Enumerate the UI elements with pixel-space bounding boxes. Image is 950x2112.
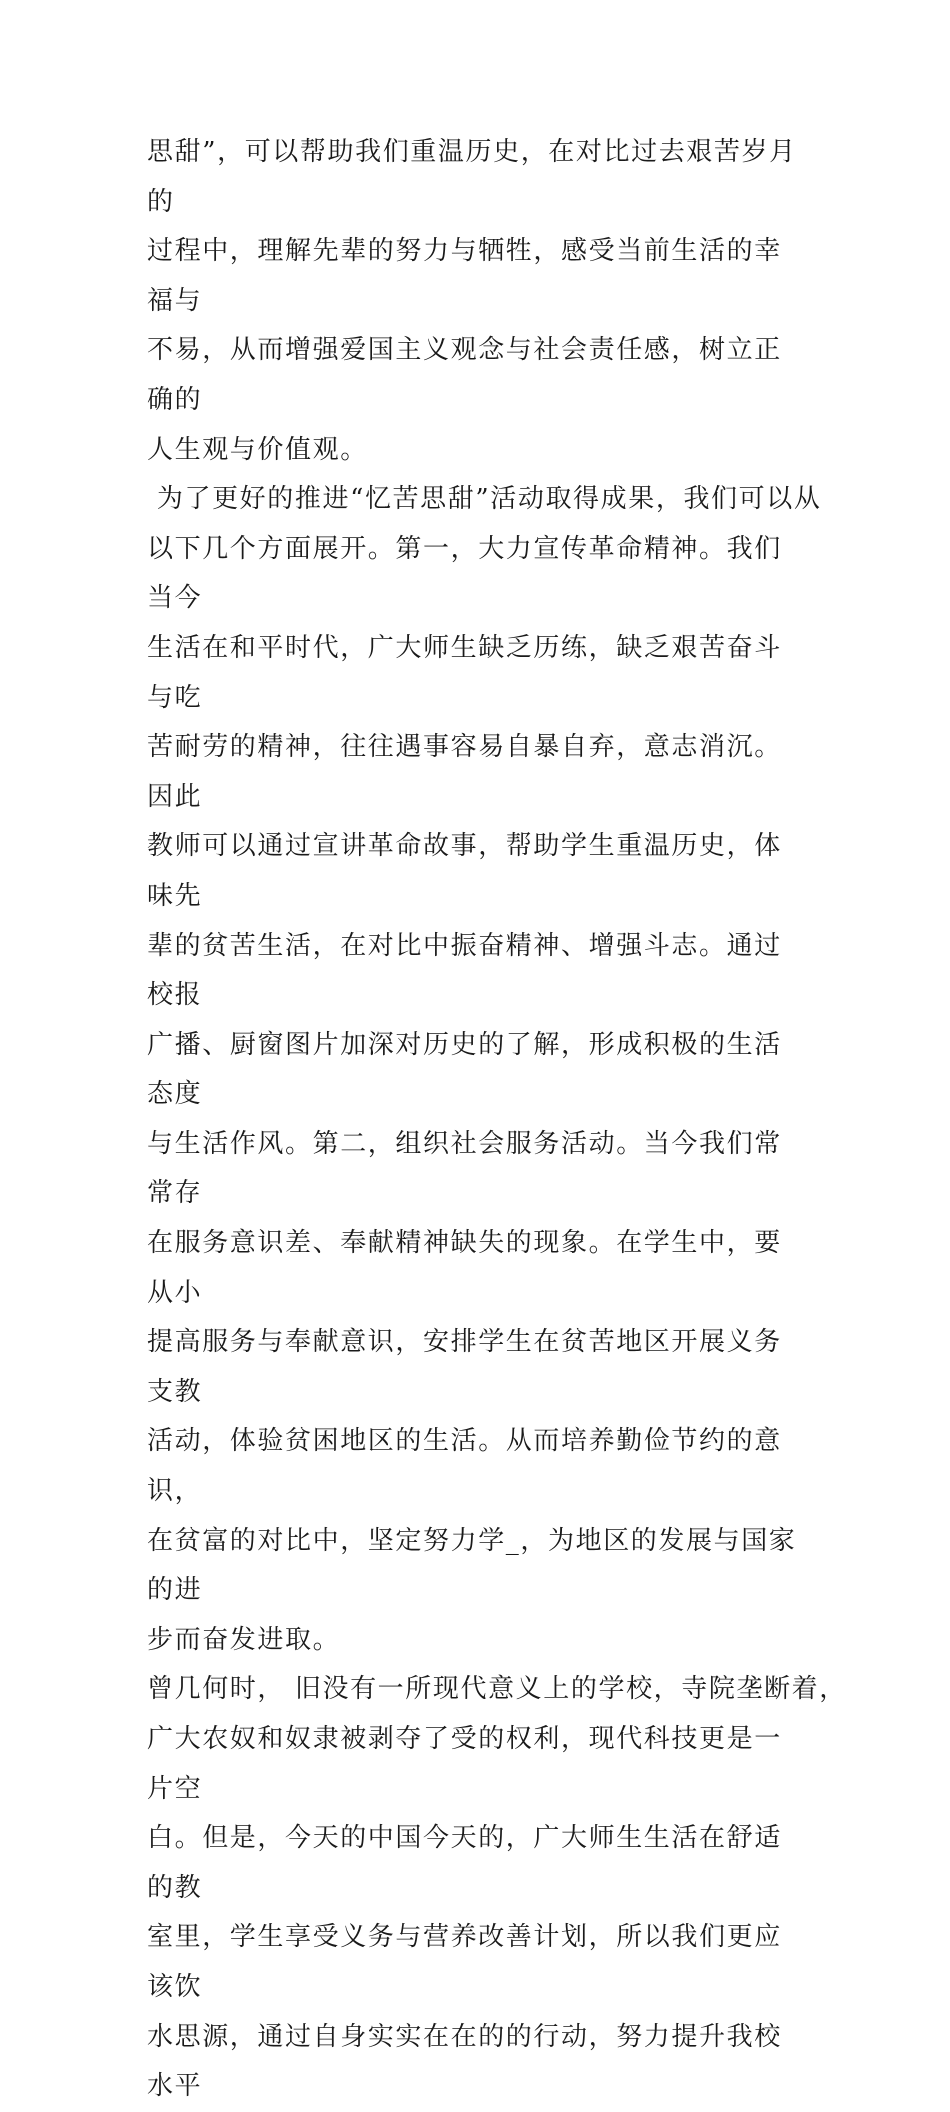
text-line: 生活在和平时代，广大师生缺乏历练，缺乏艰苦奋斗与吃 — [147, 632, 782, 713]
text-line: 教师可以通过宣讲革命故事，帮助学生重温历史，体味先 — [147, 831, 782, 911]
paragraph-3 — [147, 1665, 847, 2111]
text-line: 曾几何时， 旧没有一所现代意义上的学校，寺院垄断着， — [147, 1674, 847, 1705]
text-line: 思甜”，可以帮助我们重温历史，在对比过去艰苦岁月的 — [147, 137, 797, 217]
paragraph-1 — [147, 128, 807, 475]
text-line: 为了更好的推进“忆苦思甜”活动取得成果，我们可以从 — [147, 484, 822, 515]
text-line: 苦耐劳的精神，往往遇事容易自暴自弃，意志消沉。因此 — [147, 732, 782, 812]
text-line: 以下几个方面展开。第一，大力宣传革命精神。我们当今 — [147, 533, 782, 614]
paragraph-2 — [147, 475, 822, 1665]
text-line: 不易，从而增强爱国主义观念与社会责任感，树立正确的 — [147, 335, 782, 415]
text-line: 水思源，通过自身实实在在的的行动，努力提升我校水平 — [147, 2021, 782, 2102]
text-line: 白。但是，今天的中国今天的，广大师生生活在舒适的教 — [147, 1823, 782, 1903]
text-line: 在贫富的对比中，坚定努力学_，为地区的发展与国家的进 — [147, 1525, 797, 1606]
text-line: 在服务意识差、奉献精神缺失的现象。在学生中，要从小 — [147, 1228, 782, 1308]
text-line: 室里，学生享受义务与营养改善计划，所以我们更应该饮 — [147, 1922, 782, 2002]
text-line: 辈的贫苦生活，在对比中振奋精神、增强斗志。通过校报 — [147, 930, 782, 1011]
text-line: 活动，体验贫困地区的生活。从而培养勤俭节约的意识， — [147, 1426, 782, 1507]
text-line: 广大农奴和奴隶被剥夺了受的权利，现代科技更是一片空 — [147, 1724, 782, 1804]
text-line: 提高服务与奉献意识，安排学生在贫苦地区开展义务支教 — [147, 1327, 782, 1407]
text-line: 人生观与价值观。 — [147, 434, 368, 465]
text-line: 步而奋发进取。 — [147, 1624, 341, 1655]
text-line: 广播、厨窗图片加深对历史的了解，形成积极的生活态度 — [147, 1029, 782, 1110]
text-line: 过程中，理解先辈的努力与牺牲，感受当前生活的幸福与 — [147, 236, 782, 316]
document-body — [147, 128, 847, 2112]
text-line: 与生活作风。第二，组织社会服务活动。当今我们常常存 — [147, 1128, 782, 1209]
